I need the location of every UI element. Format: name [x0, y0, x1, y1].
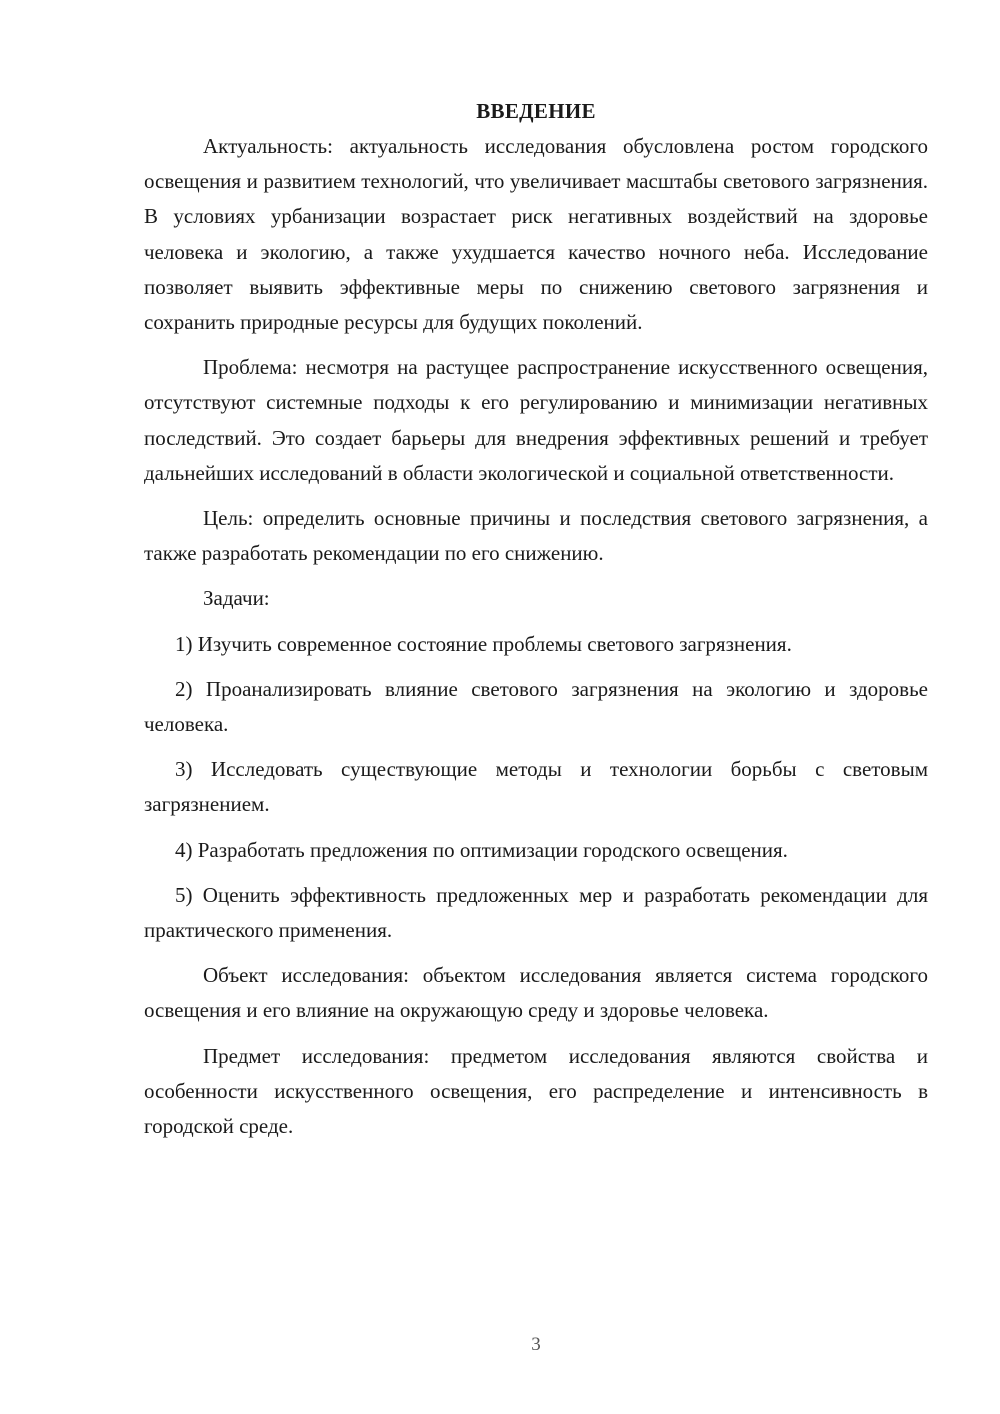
task-item-3: 3) Исследовать существующие методы и технологии борьбы с световым загрязнением.	[144, 757, 928, 817]
subject-paragraph: Предмет исследования: предметом исследования являются свойства и особенности искусственного освещения, его распределение и интенсивность в городской среде.	[144, 1043, 928, 1139]
page-number: 3	[531, 1334, 541, 1355]
page-title: ВВЕДЕНИЕ	[476, 99, 596, 123]
goal-paragraph: Цель: определить основные причины и последствия светового загрязнения, а также разработать рекомендации по его снижению.	[144, 506, 928, 566]
problem-paragraph: Проблема: несмотря на растущее распространение искусственного освещения, отсутствуют системные подходы к его регулированию и минимизации негативных последствий. Это создает барьеры для внедрения эффективных решений и требует дальнейших исследований в области экологической и социальной ответственности.	[144, 355, 928, 485]
relevance-paragraph: Актуальность: актуальность исследования обусловлена ростом городского освещения и развитием технологий, что увеличивает масштабы светового загрязнения. В условиях урбанизации возрастает риск негативных воздействий на здоровье человека и экологию, а также ухудшается качество ночного неба. Исследование позволяет выявить эффективные меры по снижению светового загрязнения и сохранить природные ресурсы для будущих поколений.	[144, 134, 928, 335]
task-item-5: 5) Оценить эффективность предложенных мер и разработать рекомендации для практического применения.	[144, 882, 928, 943]
document-body	[144, 94, 928, 1144]
task-item-4: 4) Разработать предложения по оптимизации городского освещения.	[175, 837, 788, 862]
task-item-2: 2) Проанализировать влияние светового загрязнения на экологию и здоровье человека.	[144, 676, 928, 737]
tasks-heading: Задачи:	[203, 586, 270, 611]
object-paragraph: Объект исследования: объектом исследования является система городского освещения и его влияние на окружающую среду и здоровье человека.	[144, 963, 928, 1023]
task-item-1: 1) Изучить современное состояние проблемы светового загрязнения.	[175, 631, 792, 656]
